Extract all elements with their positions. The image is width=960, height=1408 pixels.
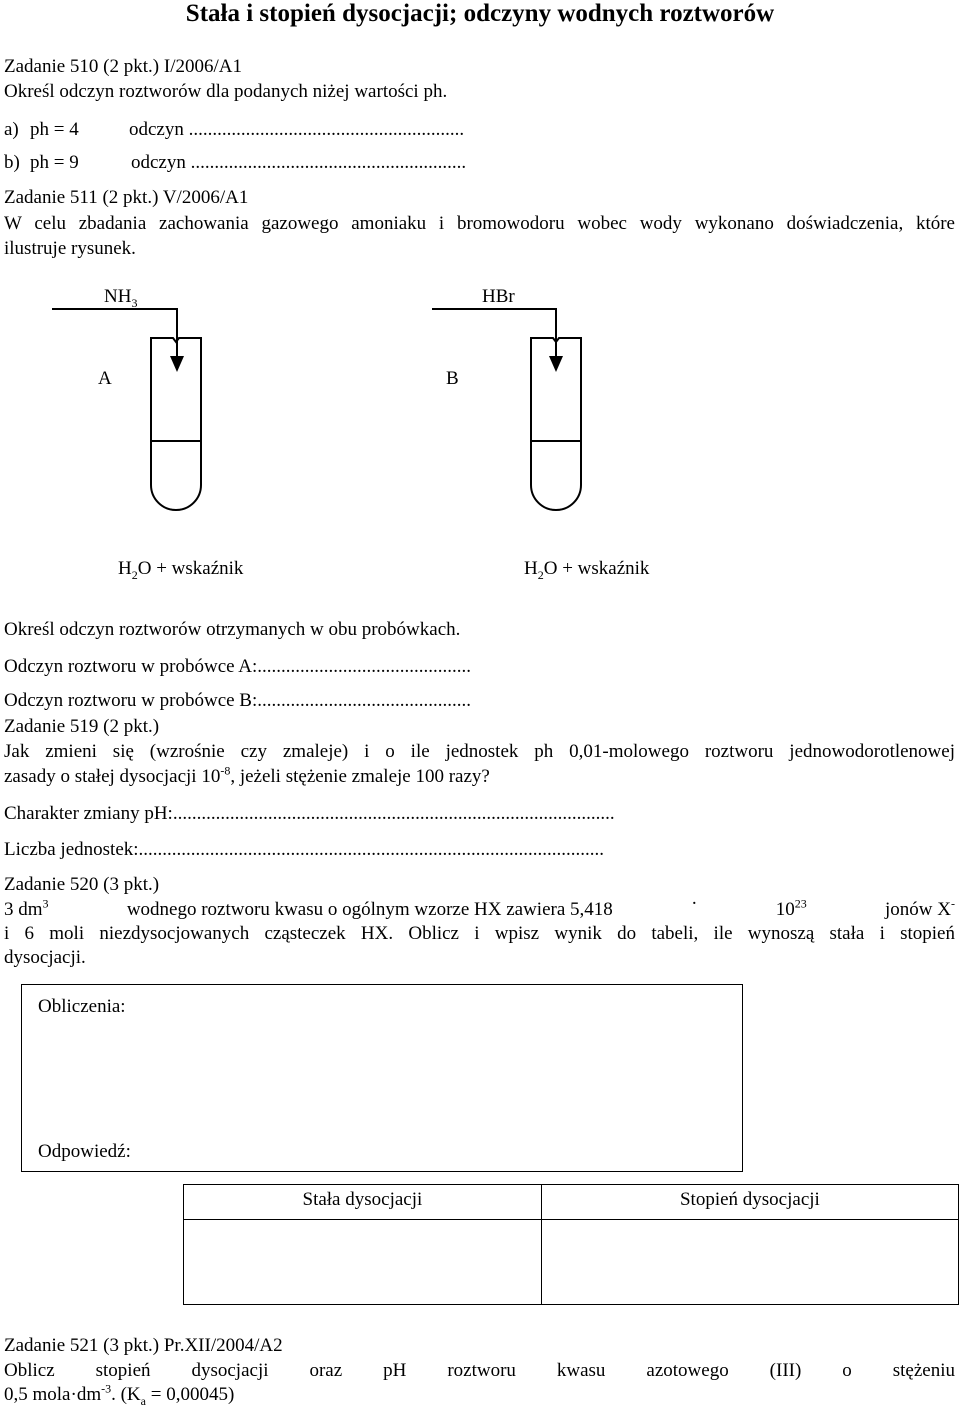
task-519-line2: zasady o stałej dysocjacji $10^{-8}$, jeżeli stężenie zmaleje 100 razy? <box>4 763 490 787</box>
task-521-line1: Oblicz stopień dysocjacji oraz pH roztworu kwasu azotowego (III) o stężeniu <box>4 1360 955 1381</box>
flow-arrow-a <box>170 356 184 372</box>
gas-label-a: $NH_3$ <box>104 286 138 310</box>
result-table <box>183 1184 959 1305</box>
task-510-prompt: Określ odczyn roztworów dla podanych niżej wartości ph. <box>4 81 448 102</box>
task-511-prompt-line2: ilustruje rysunek. <box>4 238 136 259</box>
page-title: Stała i stopień dysocjacji; odczyny wodnych roztworów <box>185 0 775 27</box>
task-511-prompt-line1: W celu zbadania zachowania gazowego amoniaku i bromowodoru wobec wody wykonano doświadczenia, które <box>4 213 955 234</box>
task-511-header: Zadanie 511 (2 pkt.) V/2006/A1 <box>4 187 249 208</box>
task-519-answer-change: Charakter zmiany pH:............................................................................................. <box>4 803 615 824</box>
task-520-line1: 3 $dm^3$ wodnego roztworu kwasu o ogólnym wzorze HX zawiera 5,418 · $10^{23}$ jonów X- <box>4 893 955 920</box>
result-col-constant: Stała dysocjacji <box>184 1185 542 1220</box>
task-510-a-answer: odczyn .......................................................... <box>129 119 465 140</box>
task-510-a-ph: ph = 4 <box>30 119 79 140</box>
task-511-question: Określ odczyn roztworów otrzymanych w obu probówkach. <box>4 619 461 640</box>
flow-arrow-b <box>549 356 563 372</box>
gas-inlet-tube-b <box>432 309 556 363</box>
task-521-header: Zadanie 521 (3 pkt.) Pr.XII/2004/A2 <box>4 1335 283 1356</box>
tube-label-a: A <box>98 368 112 389</box>
gas-inlet-tube-a <box>52 309 177 363</box>
test-tubes-diagram <box>0 0 960 620</box>
task-521-line2: 0,5 $mola\cdot dm^{-3}$. $(K_a = 0,00045)$ <box>4 1381 235 1408</box>
tube-content-a: $H_2O$ + wskaźnik <box>118 558 244 582</box>
task-510-a-label: a) <box>4 119 19 140</box>
result-col-degree: Stopień dysocjacji <box>541 1185 958 1220</box>
task-510-b-answer: odczyn .......................................................... <box>131 152 467 173</box>
task-511-answer-a: Odczyn roztworu w probówce A:............................................. <box>4 656 472 677</box>
task-510-header: Zadanie 510 (2 pkt.) I/2006/A1 <box>4 56 242 77</box>
result-cell-constant[interactable] <box>184 1220 542 1305</box>
task-519-header: Zadanie 519 (2 pkt.) <box>4 716 160 737</box>
task-520-header: Zadanie 520 (3 pkt.) <box>4 874 160 895</box>
task-510-b-ph: ph = 9 <box>30 152 79 173</box>
result-cell-degree[interactable] <box>541 1220 958 1305</box>
task-520-line2: i 6 moli niezdysocjowanych cząsteczek HX. Oblicz i wpisz wynik do tabeli, ile wynoszą stała i stopień <box>4 923 955 944</box>
task-511-answer-b: Odczyn roztworu w probówce B:............................................. <box>4 690 472 711</box>
calculation-label: Obliczenia: <box>38 996 126 1017</box>
task-519-answer-units: Liczba jednostek:.................................................................................................. <box>4 839 605 860</box>
task-519-line1: Jak zmieni się (wzrośnie czy zmaleje) i o ile jednostek ph 0,01-molowego roztworu jednowodorotlenowej <box>4 741 955 762</box>
task-510-b-label: b) <box>4 152 20 173</box>
tube-content-b: $H_2O$ + wskaźnik <box>524 558 650 582</box>
tube-label-b: B <box>446 368 459 389</box>
task-520-line3: dysocjacji. <box>4 947 86 968</box>
gas-label-b: HBr <box>482 286 515 307</box>
answer-label: Odpowiedź: <box>38 1141 131 1162</box>
